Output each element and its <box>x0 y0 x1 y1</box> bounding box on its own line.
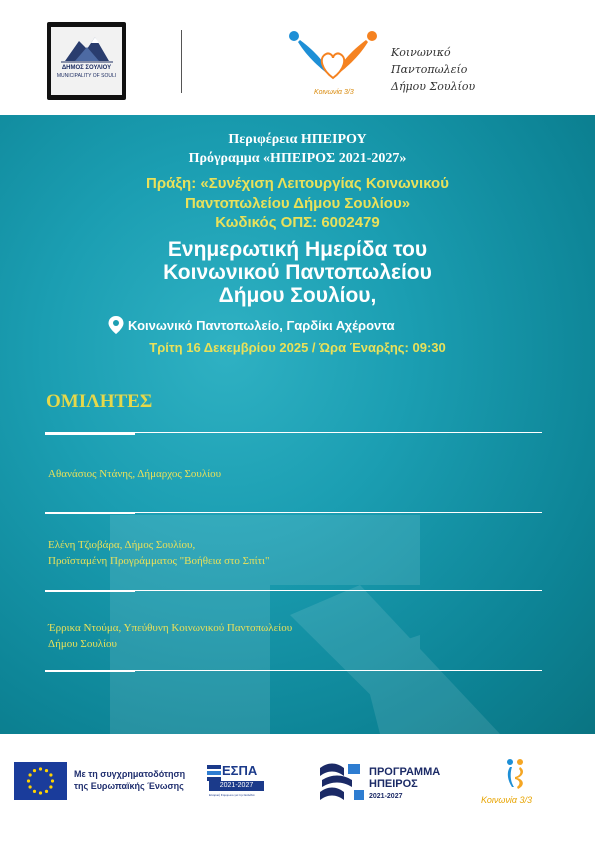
speaker-item <box>48 620 292 652</box>
eu-text-line: Με τη συγχρηματοδότηση <box>74 769 186 779</box>
speaker-line: Δήμου Σουλίου <box>48 638 118 650</box>
espa-logo-icon <box>207 765 221 781</box>
speaker-line: Προϊσταμένη Προγράμματος "Βοήθεια στο Σπίτι" <box>48 555 270 567</box>
shop-name-line: Παντοπωλείο <box>391 63 468 76</box>
speaker-item <box>48 537 269 569</box>
map-pin-icon <box>108 316 124 334</box>
municipality-logo <box>47 22 126 100</box>
speakers-title: ΟΜΙΛΗΤΕΣ <box>46 391 153 412</box>
program-years: 2021-2027 <box>369 793 403 800</box>
shop-name-line: Κοινωνικό <box>391 46 451 59</box>
koinonia-logo-icon <box>500 757 530 793</box>
shop-name-line: Δήμου Σουλίου <box>391 80 476 93</box>
program-heading: Πρόγραμμα «ΗΠΕΙΡΟΣ 2021-2027» <box>188 151 407 166</box>
speaker-line: Έρρικα Ντούμα, Υπεύθυνη Κοινωνικού Παντοπωλείου <box>48 622 293 634</box>
event-title-line: Δήμου Σουλίου, <box>218 284 377 307</box>
event-datetime: Τρίτη 16 Δεκεμβρίου 2025 / Ώρα Έναρξης: 09:30 <box>149 340 446 355</box>
program-name-line: ΗΠΕΙΡΟΣ <box>369 778 418 790</box>
program-name <box>369 766 440 790</box>
action-line: Παντοπωλείου Δήμου Σουλίου» <box>184 195 411 212</box>
location-text: Κοινωνικό Παντοπωλείο, Γαρδίκι Αχέροντα <box>128 318 395 333</box>
event-title-line: Κοινωνικού Παντοπωλείου <box>163 261 432 284</box>
program-epirus-logo-icon <box>318 760 366 804</box>
speakers-title-rule-accent <box>45 433 135 435</box>
header-divider <box>181 30 182 93</box>
eu-cofunding-text <box>74 768 185 792</box>
speaker-line: Ελένη Τζιοβάρα, Δήμος Σουλίου, <box>48 539 196 551</box>
header <box>0 0 595 115</box>
espa-title: ΕΣΠΑ <box>222 763 258 778</box>
action-line: Πράξη: «Συνέχιση Λειτουργίας Κοινωνικού <box>146 175 449 192</box>
municipality-name-greek: ΔΗΜΟΣ ΣΟΥΛΙΟΥ <box>61 65 112 71</box>
heart-logo-caption: Κοινωνία 3/3 <box>314 89 354 96</box>
mountain-logo-icon <box>51 27 122 65</box>
speaker-divider-accent <box>45 590 135 592</box>
espa-subtitle: Εταιρική Σύμφωνο για την Ελλάδα <box>209 793 255 797</box>
program-name-line: ΠΡΟΓΡΑΜΜΑ <box>369 766 441 778</box>
event-title-line: Ενημερωτική Ημερίδα του <box>167 238 428 261</box>
speaker-divider-accent <box>45 512 135 514</box>
municipality-name-english: MUNICIPALITY OF SOULI <box>56 73 117 79</box>
eu-flag-icon <box>14 762 67 800</box>
speaker-divider-accent <box>45 670 135 672</box>
social-grocery-name <box>391 44 475 95</box>
koinonia-logo-caption: Κοινωνία 3/3 <box>481 795 533 805</box>
region-heading: Περιφέρεια ΗΠΕΙΡΟΥ <box>228 132 367 147</box>
espa-years: 2021-2027 <box>209 781 264 791</box>
eu-text-line: της Ευρωπαϊκής Ένωσης <box>74 781 184 791</box>
heart-hands-logo-icon <box>286 28 381 90</box>
speaker-item <box>48 466 221 482</box>
ops-code: Κωδικός ΟΠΣ: 6002479 <box>215 214 380 231</box>
speaker-line: Αθανάσιος Ντάνης, Δήμαρχος Σουλίου <box>48 468 222 480</box>
